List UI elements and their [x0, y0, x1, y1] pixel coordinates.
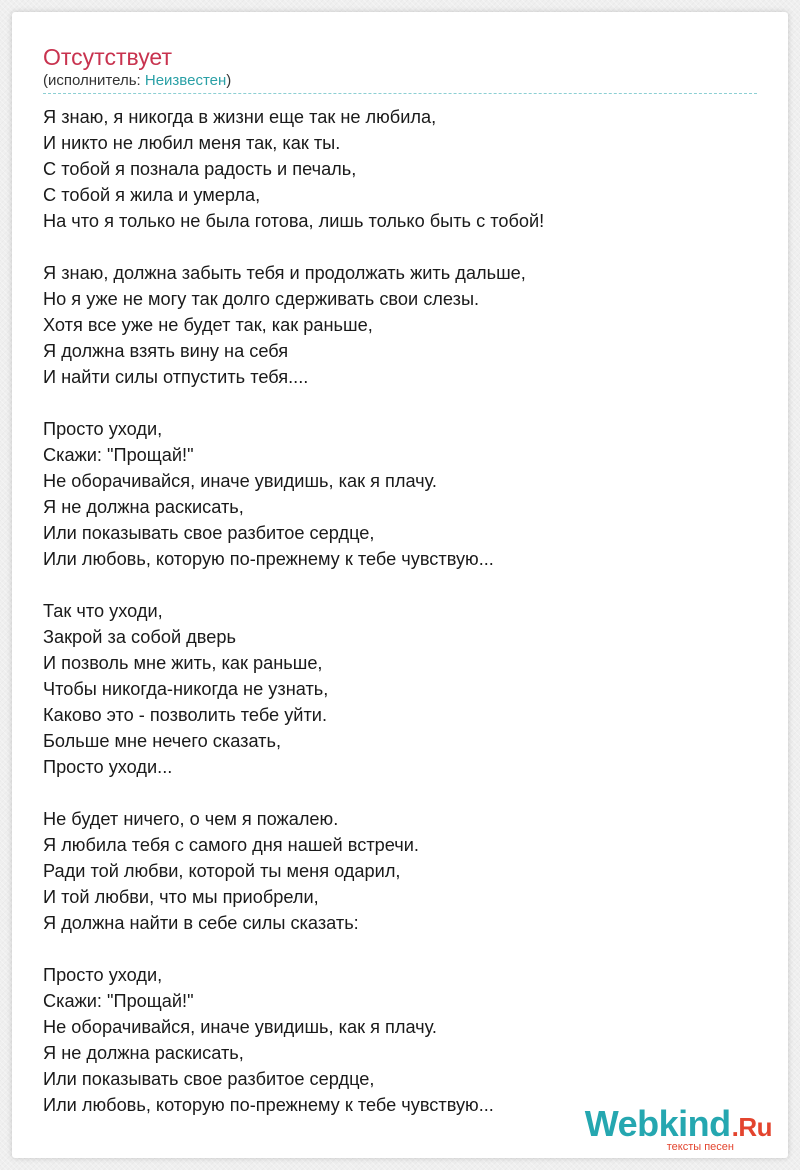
- lyric-line: С тобой я жила и умерла,: [43, 185, 261, 205]
- lyric-line: Не оборачивайся, иначе увидишь, как я плачу.: [43, 471, 437, 491]
- logo-main-text: Webkind: [584, 1103, 731, 1144]
- lyrics-stanza: [43, 104, 757, 234]
- lyric-line: Просто уходи,: [43, 419, 163, 439]
- webkind-logo[interactable]: [584, 1103, 772, 1153]
- lyric-line: И найти силы отпустить тебя....: [43, 367, 309, 387]
- lyric-line: Я знаю, я никогда в жизни еще так не любила,: [43, 107, 437, 127]
- lyric-line: Не оборачивайся, иначе увидишь, как я плачу.: [43, 1017, 437, 1037]
- logo-wordmark: [584, 1103, 772, 1145]
- lyric-line: И позволь мне жить, как раньше,: [43, 653, 323, 673]
- lyric-line: Скажи: "Прощай!": [43, 991, 194, 1011]
- lyric-line: Закрой за собой дверь: [43, 627, 236, 647]
- artist-suffix: ): [226, 72, 232, 89]
- lyric-line: Просто уходи...: [43, 757, 173, 777]
- lyrics-stanza: [43, 598, 757, 780]
- lyric-line: Я не должна раскисать,: [43, 1043, 244, 1063]
- lyrics-body: [43, 104, 757, 1144]
- lyric-line: Ради той любви, которой ты меня одарил,: [43, 861, 401, 881]
- lyrics-stanza: [43, 806, 757, 936]
- lyric-line: Или показывать свое разбитое сердце,: [43, 1069, 375, 1089]
- lyric-line: Больше мне нечего сказать,: [43, 731, 282, 751]
- artist-link[interactable]: Неизвестен: [144, 72, 227, 89]
- artist-line: [43, 72, 231, 90]
- lyric-line: Или показывать свое разбитое сердце,: [43, 523, 375, 543]
- lyric-line: На что я только не была готова, лишь только быть с тобой!: [43, 211, 545, 231]
- lyric-line: Каково это - позволить тебе уйти.: [43, 705, 328, 725]
- lyric-line: Хотя все уже не будет так, как раньше,: [43, 315, 373, 335]
- lyric-line: Не будет ничего, о чем я пожалею.: [43, 809, 339, 829]
- lyric-line: Или любовь, которую по-прежнему к тебе чувствую...: [43, 1095, 494, 1115]
- lyric-line: Я должна взять вину на себя: [43, 341, 289, 361]
- logo-tagline: тексты песен: [666, 1141, 734, 1153]
- lyric-line: Но я уже не могу так долго сдерживать свои слезы.: [43, 289, 480, 309]
- lyric-line: С тобой я познала радость и печаль,: [43, 159, 357, 179]
- lyrics-stanza: [43, 962, 757, 1118]
- lyric-line: Так что уходи,: [43, 601, 163, 621]
- lyric-line: Я не должна раскисать,: [43, 497, 244, 517]
- logo-domain-suffix: .Ru: [731, 1112, 772, 1142]
- lyric-line: И той любви, что мы приобрели,: [43, 887, 319, 907]
- lyrics-stanza: [43, 416, 757, 572]
- lyric-line: Скажи: "Прощай!": [43, 445, 194, 465]
- artist-prefix: (исполнитель:: [43, 72, 145, 89]
- lyric-line: И никто не любил меня так, как ты.: [43, 133, 341, 153]
- lyric-line: Чтобы никогда-никогда не узнать,: [43, 679, 329, 699]
- lyric-line: Или любовь, которую по-прежнему к тебе чувствую...: [43, 549, 494, 569]
- lyrics-stanza: [43, 260, 757, 390]
- song-title: Отсутствует: [43, 44, 172, 70]
- lyric-line: Я должна найти в себе силы сказать:: [43, 913, 359, 933]
- lyric-line: Я любила тебя с самого дня нашей встречи.: [43, 835, 419, 855]
- title-separator: [43, 93, 757, 94]
- lyric-line: Просто уходи,: [43, 965, 163, 985]
- lyric-line: Я знаю, должна забыть тебя и продолжать жить дальше,: [43, 263, 526, 283]
